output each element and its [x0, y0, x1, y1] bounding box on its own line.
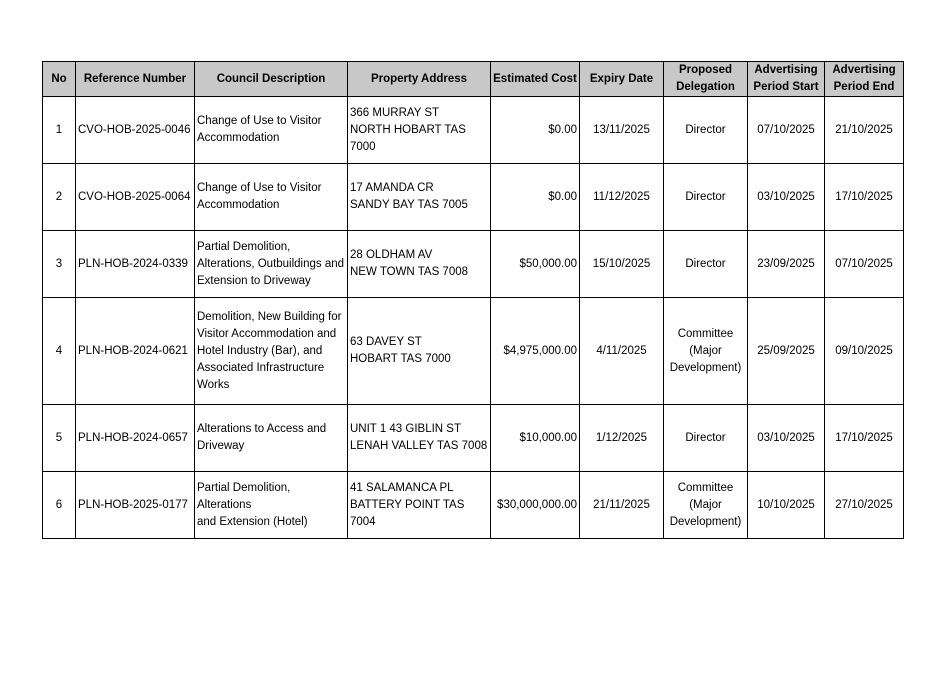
header-advertising-period-end	[825, 62, 904, 97]
address-line: BATTERY POINT TAS 7004	[350, 498, 465, 528]
header-reference-number: Reference Number	[76, 62, 195, 97]
header-property-address: Property Address	[348, 62, 491, 97]
header-line: Period Start	[753, 81, 819, 93]
cell-property-address	[348, 405, 491, 472]
cell-estimated-cost: $0.00	[491, 164, 580, 231]
cell-reference-number: CVO-HOB-2025-0046	[76, 97, 195, 164]
header-advertising-period-start	[748, 62, 825, 97]
description-line: Driveway	[197, 440, 245, 452]
planning-applications-table	[42, 61, 904, 539]
table-row	[43, 298, 904, 405]
cell-advertising-period-end: 17/10/2025	[825, 405, 904, 472]
description-line: Accommodation	[197, 199, 280, 211]
table-row	[43, 231, 904, 298]
cell-advertising-period-start: 03/10/2025	[748, 405, 825, 472]
address-line: 63 DAVEY ST	[350, 336, 422, 348]
address-line: 28 OLDHAM AV	[350, 249, 433, 261]
description-line: Demolition, New Building for	[197, 310, 342, 323]
address-line: NEW TOWN TAS 7008	[350, 266, 469, 278]
cell-estimated-cost: $10,000.00	[491, 405, 580, 472]
cell-expiry-date: 21/11/2025	[580, 472, 664, 539]
cell-estimated-cost: $30,000,000.00	[491, 472, 580, 539]
description-line: Alterations to Access and	[197, 423, 327, 435]
header-line: Period End	[833, 81, 895, 93]
header-line: Proposed	[678, 64, 733, 76]
header-no: No	[43, 62, 76, 97]
cell-proposed-delegation	[664, 164, 748, 231]
cell-proposed-delegation	[664, 97, 748, 164]
description-line: Works	[197, 378, 230, 391]
cell-proposed-delegation	[664, 472, 748, 539]
cell-advertising-period-end: 07/10/2025	[825, 231, 904, 298]
description-line: Associated Infrastructure	[197, 361, 325, 374]
description-line: Accommodation	[197, 132, 280, 144]
delegation-line: Committee	[677, 481, 734, 494]
delegation-line: Director	[685, 257, 726, 270]
cell-no: 3	[43, 231, 76, 298]
cell-expiry-date: 13/11/2025	[580, 97, 664, 164]
cell-proposed-delegation	[664, 405, 748, 472]
cell-no: 2	[43, 164, 76, 231]
cell-estimated-cost: $0.00	[491, 97, 580, 164]
cell-property-address	[348, 472, 491, 539]
description-line: and Extension (Hotel)	[197, 515, 308, 528]
header-proposed-delegation	[664, 62, 748, 97]
delegation-line: Development)	[669, 361, 742, 374]
delegation-line: Director	[685, 431, 726, 444]
cell-reference-number: PLN-HOB-2025-0177	[76, 472, 195, 539]
delegation-line: Director	[685, 123, 726, 136]
address-line: 41 SALAMANCA PL	[350, 481, 454, 494]
header-council-description: Council Description	[195, 62, 348, 97]
address-line: NORTH HOBART TAS 7000	[350, 123, 466, 153]
cell-proposed-delegation	[664, 298, 748, 405]
cell-advertising-period-end: 09/10/2025	[825, 298, 904, 405]
cell-reference-number: PLN-HOB-2024-0657	[76, 405, 195, 472]
cell-advertising-period-end: 27/10/2025	[825, 472, 904, 539]
header-line: Delegation	[676, 81, 735, 93]
cell-council-description	[195, 164, 348, 231]
cell-estimated-cost: $50,000.00	[491, 231, 580, 298]
cell-property-address	[348, 231, 491, 298]
cell-reference-number: CVO-HOB-2025-0064	[76, 164, 195, 231]
cell-expiry-date: 11/12/2025	[580, 164, 664, 231]
table-row	[43, 97, 904, 164]
cell-expiry-date: 4/11/2025	[580, 298, 664, 405]
header-estimated-cost: Estimated Cost	[491, 62, 580, 97]
cell-council-description	[195, 231, 348, 298]
address-line: HOBART TAS 7000	[350, 353, 451, 365]
cell-advertising-period-start: 03/10/2025	[748, 164, 825, 231]
table-row	[43, 405, 904, 472]
cell-council-description	[195, 405, 348, 472]
cell-expiry-date: 1/12/2025	[580, 405, 664, 472]
address-line: LENAH VALLEY TAS 7008	[350, 440, 488, 452]
header-expiry-date: Expiry Date	[580, 62, 664, 97]
description-line: Visitor Accommodation and	[197, 327, 337, 340]
cell-no: 5	[43, 405, 76, 472]
cell-advertising-period-start: 07/10/2025	[748, 97, 825, 164]
cell-advertising-period-end: 17/10/2025	[825, 164, 904, 231]
table-row	[43, 164, 904, 231]
cell-no: 1	[43, 97, 76, 164]
header-line: Advertising	[754, 64, 818, 76]
table-header-row	[43, 62, 904, 97]
cell-reference-number: PLN-HOB-2024-0621	[76, 298, 195, 405]
description-line: Change of Use to Visitor	[197, 182, 322, 194]
description-line: Hotel Industry (Bar), and	[197, 344, 323, 357]
cell-proposed-delegation	[664, 231, 748, 298]
cell-council-description	[195, 472, 348, 539]
address-line: 17 AMANDA CR	[350, 182, 434, 194]
cell-reference-number: PLN-HOB-2024-0339	[76, 231, 195, 298]
delegation-line: (Major	[689, 344, 722, 357]
cell-advertising-period-start: 25/09/2025	[748, 298, 825, 405]
description-line: Extension to Driveway	[197, 274, 311, 287]
delegation-line: Development)	[669, 515, 742, 528]
table-row	[43, 472, 904, 539]
cell-advertising-period-end: 21/10/2025	[825, 97, 904, 164]
description-line: Partial Demolition, Alterations	[197, 481, 291, 511]
delegation-line: Committee	[677, 327, 734, 340]
description-line: Partial Demolition,	[197, 240, 291, 253]
cell-no: 4	[43, 298, 76, 405]
cell-estimated-cost: $4,975,000.00	[491, 298, 580, 405]
delegation-line: Director	[685, 190, 726, 203]
cell-council-description	[195, 298, 348, 405]
address-line: SANDY BAY TAS 7005	[350, 199, 468, 211]
address-line: 366 MURRAY ST	[350, 106, 440, 119]
description-line: Alterations, Outbuildings and	[197, 257, 345, 270]
cell-expiry-date: 15/10/2025	[580, 231, 664, 298]
cell-property-address	[348, 298, 491, 405]
cell-council-description	[195, 97, 348, 164]
cell-advertising-period-start: 23/09/2025	[748, 231, 825, 298]
address-line: UNIT 1 43 GIBLIN ST	[350, 423, 461, 435]
description-line: Change of Use to Visitor	[197, 115, 322, 127]
cell-no: 6	[43, 472, 76, 539]
cell-property-address	[348, 97, 491, 164]
delegation-line: (Major	[689, 498, 722, 511]
cell-property-address	[348, 164, 491, 231]
cell-advertising-period-start: 10/10/2025	[748, 472, 825, 539]
header-line: Advertising	[832, 64, 896, 76]
